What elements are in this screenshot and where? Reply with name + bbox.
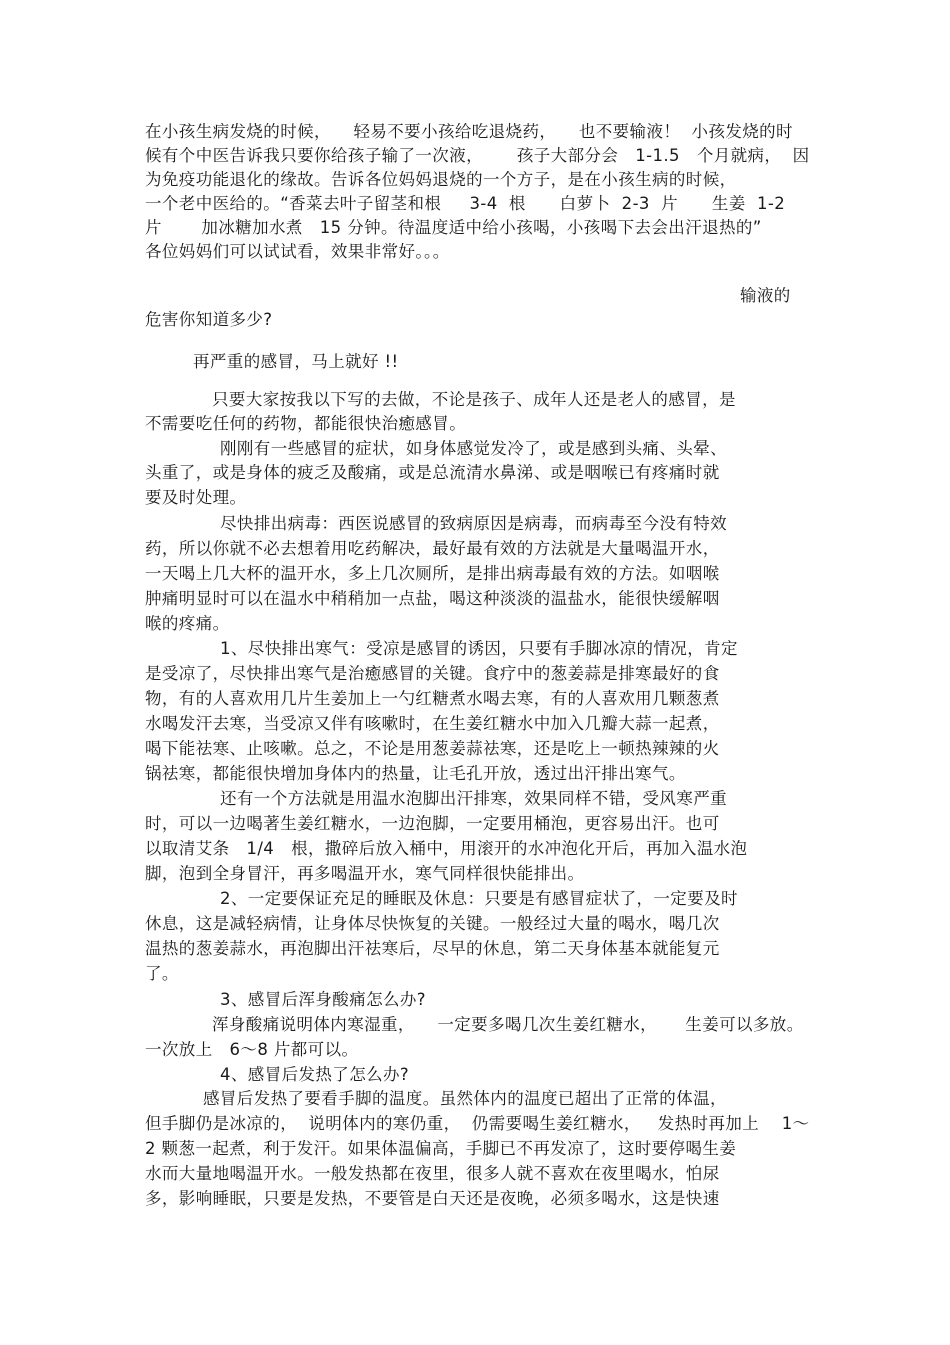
body-line-12: 是受凉了，尽快排出寒气是治癒感冒的关键。食疗中的葱姜蒜是排寒最好的食 <box>145 664 720 683</box>
body-line-33: 多，影响睡眠，只要是发热，不要管是白天还是夜晚，必须多喝水，这是快速 <box>145 1189 720 1208</box>
body-line-31: 2 颗葱一起煮，利于发汗。如果体温偏高，手脚已不再发凉了，这时要停喝生姜 <box>145 1139 737 1158</box>
body-line-17: 还有一个方法就是用温水泡脚出汗排寒，效果同样不错，受风寒严重 <box>220 789 727 808</box>
body-line-16: 锅祛寒，都能很快增加身体内的热量，让毛孔开放，透过出汗排出寒气。 <box>145 764 686 783</box>
intro-line-6: 各位妈妈们可以试试看，效果非常好。。。 <box>145 242 450 261</box>
body-line-15: 喝下能祛寒、止咳嗽。总之，不论是用葱姜蒜祛寒，还是吃上一顿热辣辣的火 <box>145 739 720 758</box>
infusion-line-1: 输液的 <box>740 286 791 305</box>
intro-line-5: 片 加冰糖加水煮 15 分钟。待温度适中给小孩喝，小孩喝下去会出汗退热的” <box>145 218 762 237</box>
infusion-line-2: 危害你知道多少? <box>145 310 273 329</box>
body-line-14: 水喝发汗去寒，当受凉又伴有咳嗽时，在生姜红糖水中加入几瓣大蒜一起煮， <box>145 714 720 733</box>
body-line-30: 但手脚仍是冰凉的， 说明体内的寒仍重， 仍需要喝生姜红糖水， 发热时再加上 1～ <box>145 1114 810 1133</box>
body-line-22: 休息，这是减轻病情，让身体尽快恢复的关键。一般经过大量的喝水，喝几次 <box>145 914 720 933</box>
body-line-25: 3、感冒后浑身酸痛怎么办? <box>220 990 426 1009</box>
body-line-8: 一天喝上几大杯的温开水，多上几次厕所，是排出病毒最有效的方法。如咽喉 <box>145 564 720 583</box>
body-line-23: 温热的葱姜蒜水，再泡脚出汗祛寒后，尽早的休息，第二天身体基本就能复元 <box>145 939 720 958</box>
body-line-2: 不需要吃任何的药物，都能很快治癒感冒。 <box>145 414 467 433</box>
intro-line-3: 为免疫功能退化的缘故。告诉各位妈妈退烧的一个方子，是在小孩生病的时候， <box>145 170 737 189</box>
body-line-29: 感冒后发热了要看手脚的温度。虽然体内的温度已超出了正常的体温， <box>203 1089 727 1108</box>
body-line-26: 浑身酸痛说明体内寒湿重， 一定要多喝几次生姜红糖水， 生姜可以多放。 <box>212 1015 804 1034</box>
body-line-27: 一次放上 6～8 片都可以。 <box>145 1040 359 1059</box>
body-line-18: 时，可以一边喝著生姜红糖水，一边泡脚，一定要用桶泡，更容易出汗。也可 <box>145 814 720 833</box>
intro-line-2: 候有个中医告诉我只要你给孩子输了一次液， 孩子大部分会 1-1.5 个月就病， 因 <box>145 146 810 165</box>
body-line-13: 物，有的人喜欢用几片生姜加上一勺红糖煮水喝去寒，有的人喜欢用几颗葱煮 <box>145 689 720 708</box>
section-title: 再严重的感冒，马上就好 !! <box>193 352 399 371</box>
body-line-7: 药，所以你就不必去想着用吃药解决，最好最有效的方法就是大量喝温开水， <box>145 539 720 558</box>
body-line-6: 尽快排出病毒：西医说感冒的致病原因是病毒，而病毒至今没有特效 <box>220 514 727 533</box>
body-line-9: 肿痛明显时可以在温水中稍稍加一点盐，喝这种淡淡的温盐水，能很快缓解咽 <box>145 589 720 608</box>
body-line-19: 以取清艾条 1/4 根，撒碎后放入桶中，用滚开的水冲泡化开后，再加入温水泡 <box>145 839 748 858</box>
body-line-20: 脚，泡到全身冒汗，再多喝温开水，寒气同样很快能排出。 <box>145 864 585 883</box>
body-line-3: 刚刚有一些感冒的症状，如身体感觉发冷了，或是感到头痛、头晕、 <box>220 439 727 458</box>
body-line-4: 头重了，或是身体的疲乏及酸痛，或是总流清水鼻涕、或是咽喉已有疼痛时就 <box>145 463 720 482</box>
intro-line-4: 一个老中医给的。“香菜去叶子留茎和根 3-4 根 白萝卜 2-3 片 生姜 1-2 <box>145 194 786 213</box>
body-line-28: 4、感冒后发热了怎么办? <box>220 1065 410 1084</box>
body-line-24: 了。 <box>145 964 179 983</box>
body-line-32: 水而大量地喝温开水。一般发热都在夜里，很多人就不喜欢在夜里喝水，怕尿 <box>145 1164 720 1183</box>
body-line-21: 2、一定要保证充足的睡眠及休息：只要是有感冒症状了，一定要及时 <box>220 889 738 908</box>
body-line-10: 喉的疼痛。 <box>145 614 230 633</box>
body-line-1: 只要大家按我以下写的去做，不论是孩子、成年人还是老人的感冒，是 <box>212 390 736 409</box>
body-line-11: 1、尽快排出寒气：受凉是感冒的诱因，只要有手脚冰凉的情况，肯定 <box>220 639 738 658</box>
body-line-5: 要及时处理。 <box>145 488 247 507</box>
intro-line-1: 在小孩生病发烧的时候， 轻易不要小孩给吃退烧药， 也不要输液！ 小孩发烧的时 <box>145 122 793 141</box>
